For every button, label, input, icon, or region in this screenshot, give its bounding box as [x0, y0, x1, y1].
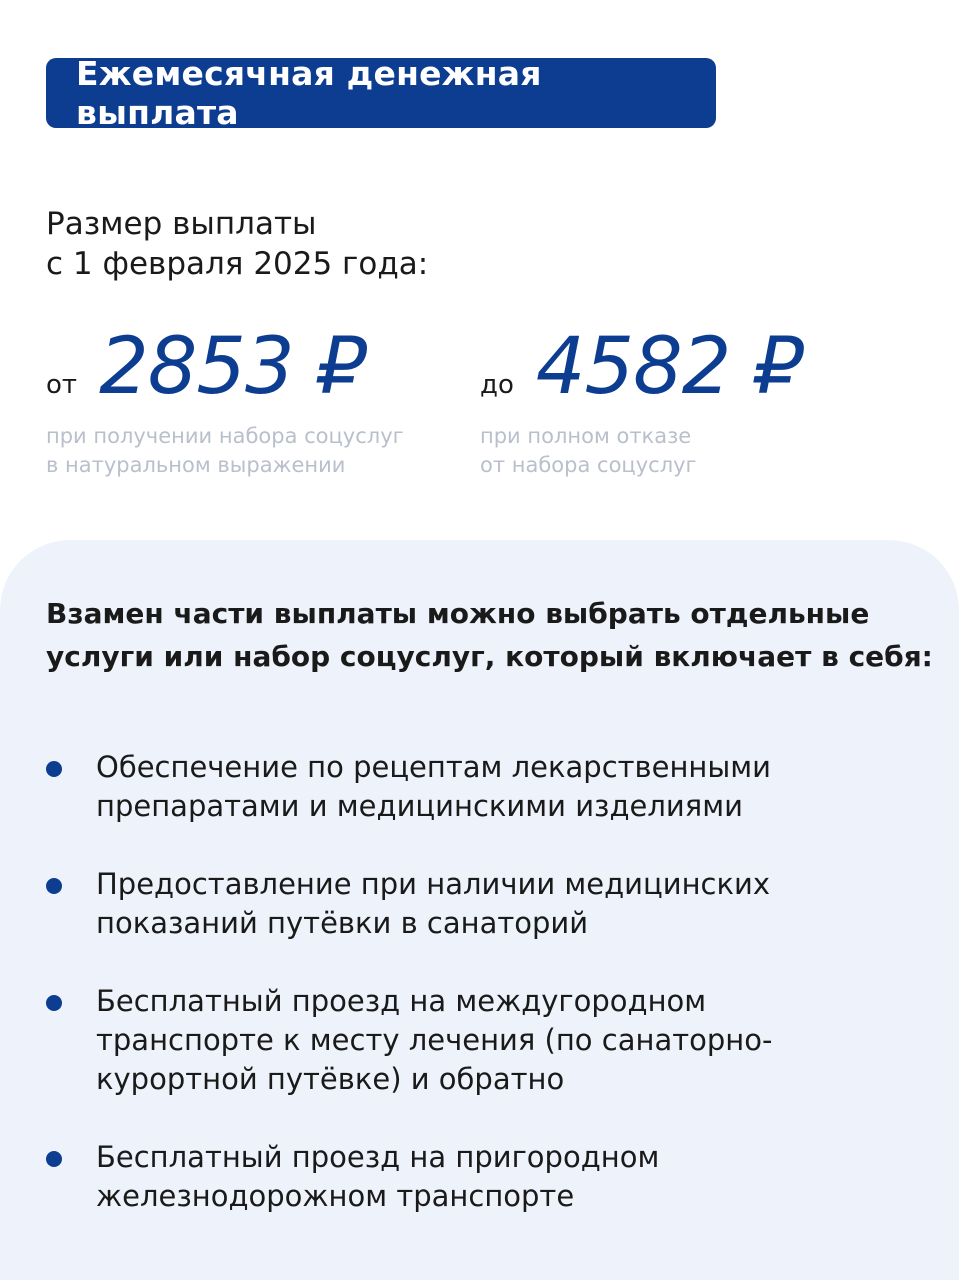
list-item-line: Предоставление при наличии медицинских [96, 867, 771, 901]
header-badge [46, 54, 716, 132]
services-intro-line2: услуги или набор соцуслуг, который включает в себя: [46, 640, 933, 673]
max-amount-prefix: до [480, 370, 514, 400]
payment-size-line1: Размер выплаты [46, 206, 317, 242]
list-item-line: показаний путёвки в санаторий [96, 906, 589, 940]
list-item-line: препаратами и медицинскими изделиями [96, 789, 743, 823]
page-title: Ежемесячная денежная выплата [76, 54, 542, 132]
max-amount-note [480, 422, 803, 480]
list-item-line: транспорте к месту лечения (по санаторно- [96, 1023, 773, 1057]
services-list [46, 748, 926, 1255]
services-intro [46, 592, 933, 678]
min-amount-prefix: от [46, 370, 78, 400]
min-amount-row [46, 322, 404, 412]
bullet-dot-icon [46, 878, 62, 894]
list-item-line: Бесплатный проезд на пригородном [96, 1140, 660, 1174]
list-item [46, 982, 926, 1099]
max-amount-note-line1: при полном отказе [480, 424, 692, 448]
bullet-dot-icon [46, 1151, 62, 1167]
list-item [46, 1138, 926, 1216]
list-item-line: Обеспечение по рецептам лекарственными [96, 750, 772, 784]
list-item [46, 865, 926, 943]
min-amount-block [46, 322, 404, 480]
min-amount-note-line2: в натуральном выражении [46, 453, 346, 477]
min-amount-note [46, 422, 404, 480]
min-amount-value: 2853 ₽ [99, 322, 366, 412]
min-amount-note-line1: при получении набора соцуслуг [46, 424, 404, 448]
services-intro-line1: Взамен части выплаты можно выбрать отдельные [46, 597, 870, 630]
list-item-line: железнодорожном транспорте [96, 1179, 575, 1213]
payment-size-label [46, 204, 428, 284]
payment-size-line2: с 1 февраля 2025 года: [46, 246, 429, 282]
list-item [46, 748, 926, 826]
list-item-line: Бесплатный проезд на междугородном [96, 984, 707, 1018]
max-amount-value: 4582 ₽ [535, 322, 803, 412]
bullet-dot-icon [46, 995, 62, 1011]
max-amount-note-line2: от набора соцуслуг [480, 453, 697, 477]
list-item-line: курортной путёвке) и обратно [96, 1062, 565, 1096]
bullet-dot-icon [46, 761, 62, 777]
max-amount-row [480, 322, 803, 412]
max-amount-block [480, 322, 803, 480]
